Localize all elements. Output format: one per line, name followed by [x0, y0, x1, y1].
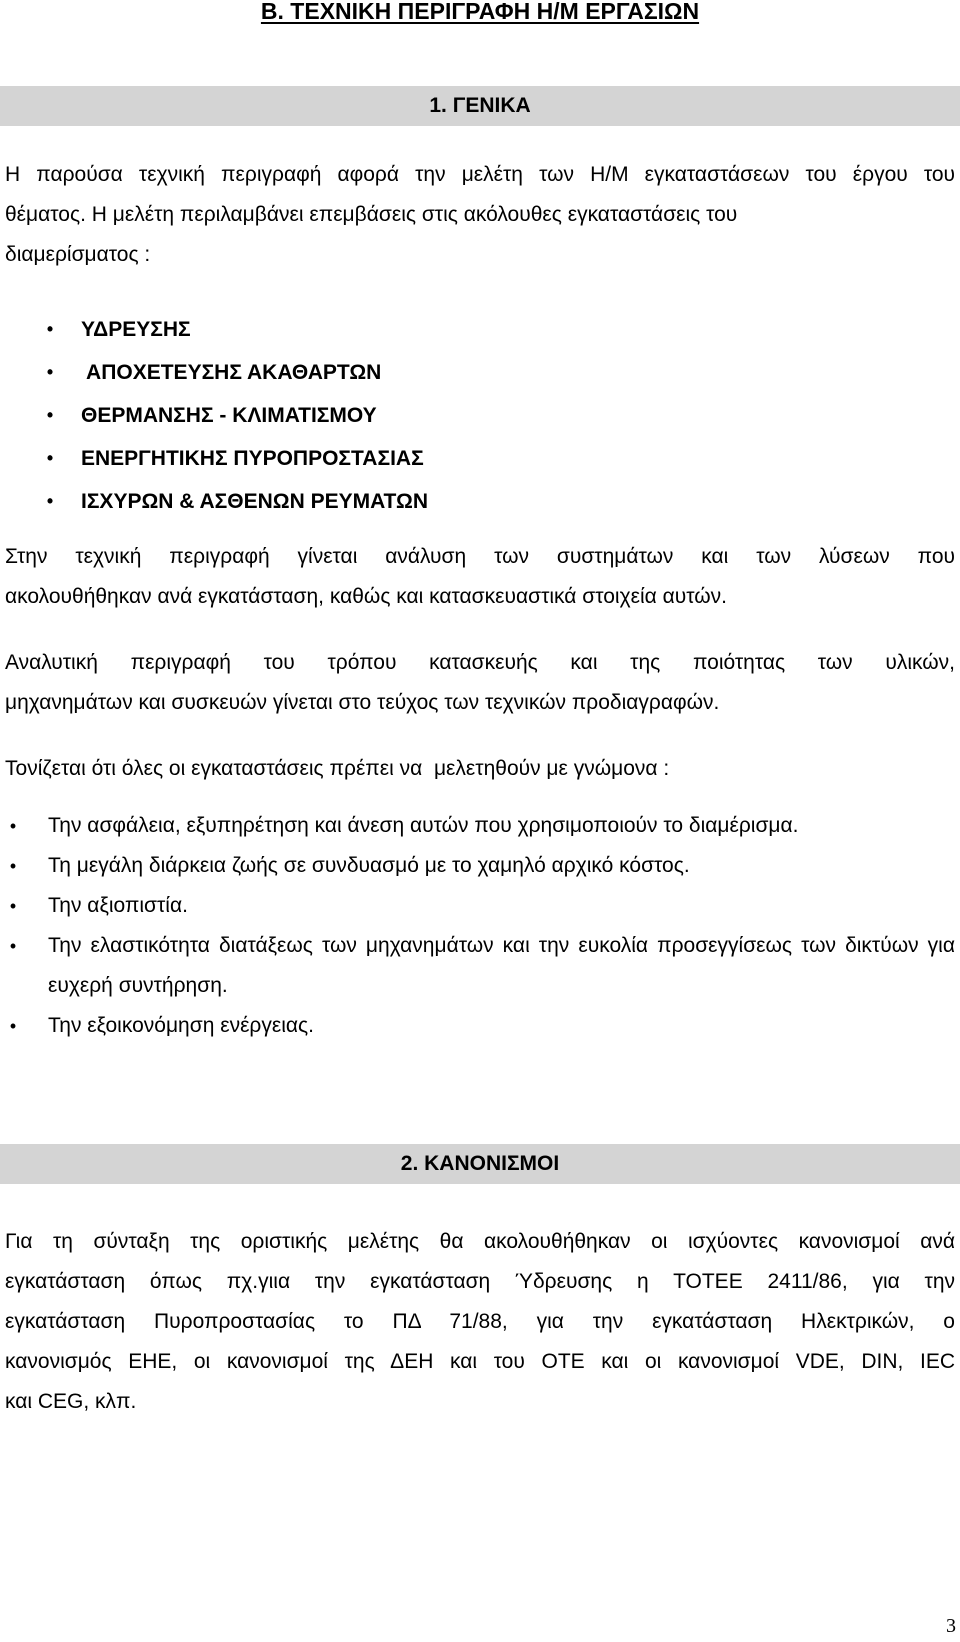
list-item	[0, 308, 960, 351]
analysis-line: ακολουθήθηκαν ανά εγκατάσταση, καθώς και κατασκευαστικά στοιχεία αυτών.	[5, 585, 727, 608]
analysis-paragraph	[5, 537, 955, 617]
bullet-icon: •	[46, 319, 54, 339]
list-item	[5, 806, 955, 846]
installations-list	[0, 308, 960, 523]
criterion-text: Την ελαστικότητα διατάξεως των μηχανημάτων και την ευκολία προσεγγίσεως των δικτύων για ευχερή συντήρηση.	[48, 934, 955, 997]
analysis-line: Στην τεχνική περιγραφή γίνεται ανάλυση των συστημάτων και των λύσεων που	[5, 545, 955, 568]
intro-line: Η παρούσα τεχνική περιγραφή αφορά την μελέτη των Η/Μ εγκαταστάσεων του έργου του	[5, 163, 955, 186]
list-item	[5, 846, 955, 886]
installation-label: ΕΝΕΡΓΗΤΙΚΗΣ ΠΥΡΟΠΡΟΣΤΑΣΙΑΣ	[81, 447, 424, 470]
regulations-line: Για τη σύνταξη της οριστικής μελέτης θα ακολουθήθηκαν οι ισχύοντες κανονισμοί ανά	[5, 1230, 955, 1253]
criterion-text: Την αξιοπιστία.	[48, 894, 188, 917]
installation-label: ΘΕΡΜΑΝΣΗΣ - ΚΛΙΜΑΤΙΣΜΟΥ	[81, 404, 377, 427]
installation-label: ΑΠΟΧΕΤΕΥΣΗΣ ΑΚΑΘΑΡΤΩΝ	[81, 361, 382, 384]
list-item	[5, 886, 955, 926]
specs-line: Αναλυτική περιγραφή του τρόπου κατασκευής και της ποιότητας των υλικών,	[5, 651, 955, 674]
installation-label: ΙΣΧΥΡΩΝ & ΑΣΘΕΝΩΝ ΡΕΥΜΑΤΩΝ	[81, 490, 429, 513]
bullet-icon: •	[9, 896, 17, 916]
list-item	[5, 1006, 955, 1046]
list-item	[0, 394, 960, 437]
installation-label: ΥΔΡΕΥΣΗΣ	[81, 318, 191, 341]
bullet-icon: •	[46, 448, 54, 468]
list-item	[0, 351, 960, 394]
criterion-text: Τη μεγάλη διάρκεια ζωής σε συνδυασμό με το χαμηλό αρχικό κόστος.	[48, 854, 690, 877]
list-item	[0, 437, 960, 480]
intro-line: θέματος. Η μελέτη περιλαμβάνει επεμβάσεις στις ακόλουθες εγκαταστάσεις του	[5, 203, 738, 226]
bullet-icon: •	[46, 405, 54, 425]
list-item	[5, 926, 955, 1006]
emphasis-paragraph: Τονίζεται ότι όλες οι εγκαταστάσεις πρέπει να μελετηθούν με γνώμονα :	[5, 757, 670, 780]
criteria-list	[5, 806, 955, 1046]
criterion-text: Την ασφάλεια, εξυπηρέτηση και άνεση αυτών που χρησιμοποιούν το διαμέρισμα.	[48, 814, 799, 837]
list-item	[0, 480, 960, 523]
bullet-icon: •	[9, 816, 17, 836]
regulations-paragraph	[5, 1222, 955, 1422]
page-number: 3	[946, 1615, 956, 1637]
regulations-line: και CEG, κλπ.	[5, 1390, 137, 1413]
specs-paragraph	[5, 643, 955, 723]
regulations-line: εγκατάσταση όπως πχ.γιια την εγκατάσταση Ύδρευσης η ΤΟΤΕΕ 2411/86, για την	[5, 1270, 955, 1293]
regulations-line: κανονισμός ΕΗΕ, οι κανονισμοί της ΔΕΗ και του ΟΤΕ και οι κανονισμοί VDE, DIN, IEC	[5, 1350, 955, 1373]
bullet-icon: •	[9, 856, 17, 876]
bullet-icon: •	[46, 362, 54, 382]
section-heading-general: 1. ΓΕΝΙΚΑ	[0, 86, 960, 126]
intro-paragraph	[5, 155, 955, 275]
bullet-icon: •	[46, 491, 54, 511]
intro-line: διαμερίσματος :	[5, 243, 151, 266]
section-heading-regulations: 2. ΚΑΝΟΝΙΣΜΟΙ	[0, 1144, 960, 1184]
regulations-line: εγκατάσταση Πυροπροστασίας το ΠΔ 71/88, για την εγκατάσταση Ηλεκτρικών, ο	[5, 1310, 955, 1333]
specs-line: μηχανημάτων και συσκευών γίνεται στο τεύχος των τεχνικών προδιαγραφών.	[5, 691, 720, 714]
document-title: Β. ΤΕΧΝΙΚΗ ΠΕΡΙΓΡΑΦΗ Η/Μ ΕΡΓΑΣΙΩΝ	[260, 0, 700, 24]
bullet-icon: •	[9, 1016, 17, 1036]
criterion-text: Την εξοικονόμηση ενέργειας.	[48, 1014, 314, 1037]
bullet-icon: •	[9, 936, 17, 956]
